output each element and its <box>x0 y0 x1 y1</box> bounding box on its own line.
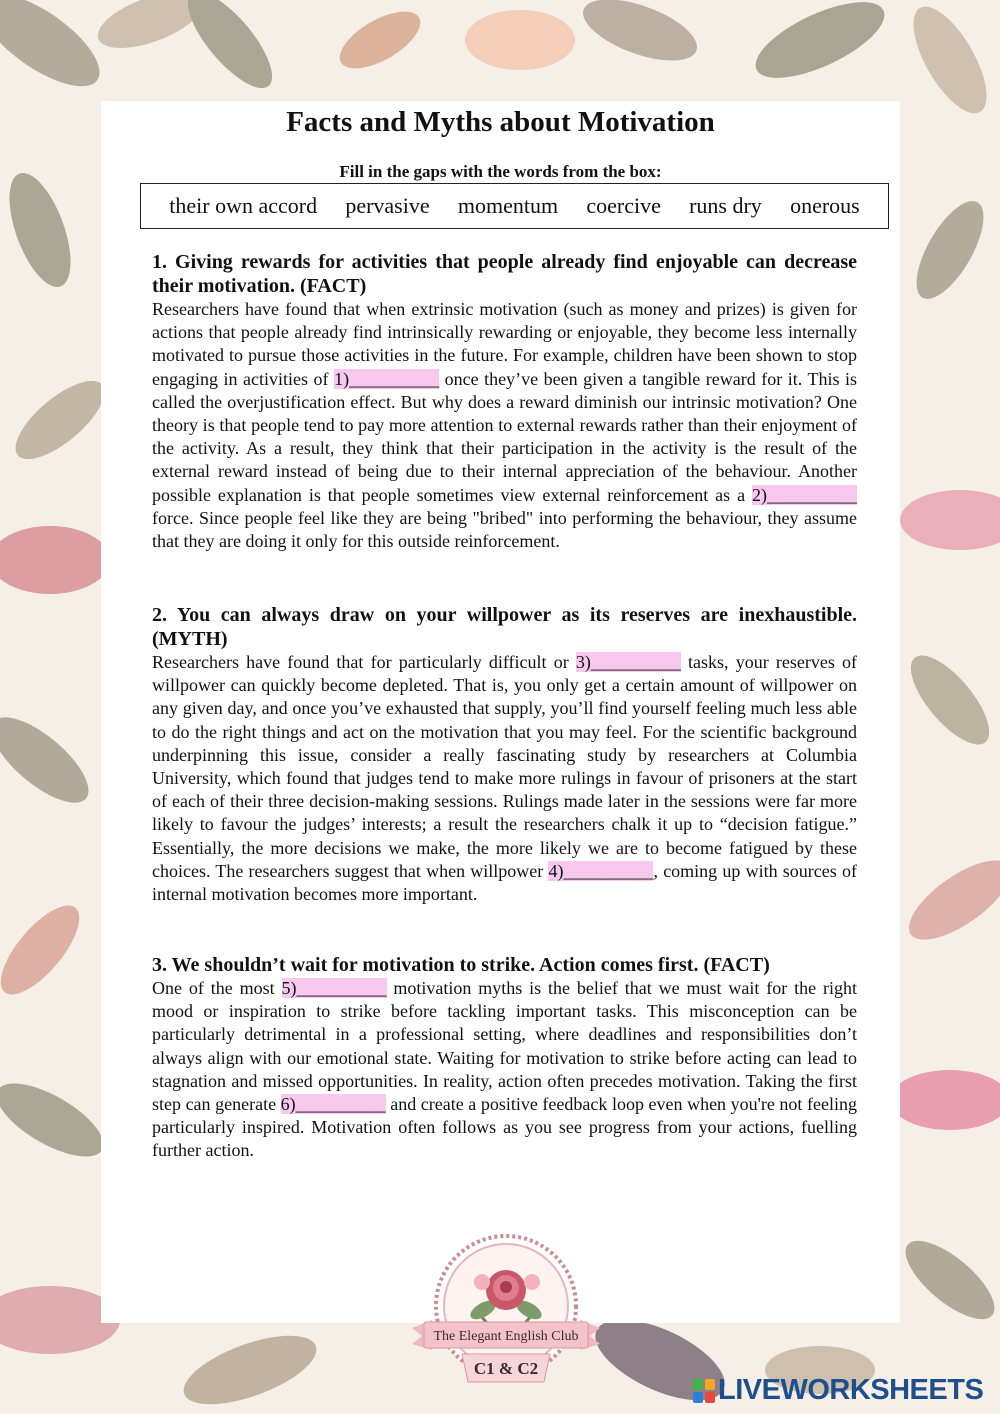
gap-1-input[interactable]: 1)__________ <box>334 368 440 389</box>
liveworksheets-brand[interactable] <box>692 1374 983 1407</box>
liveworksheets-logo-icon <box>692 1378 716 1404</box>
logo-line-2: C1 & C2 <box>473 1359 539 1378</box>
section-heading: 1. Giving rewards for activities that people already find enjoyable can decrease their motivation. (FACT) <box>152 251 857 297</box>
section-3 <box>152 953 857 1163</box>
gap-5-input[interactable]: 5)__________ <box>281 978 387 998</box>
section-body: One of the most 5)__________ motivation myths is the belief that we must wait for the right mood or inspiration to strike before tackling important tasks. This misconception can be particularly detrimental in a professional setting, where deadlines and responsibilities don’t always align with our emotional state. Waiting for motivation to strike before acting can lead to stagnation and missed opportunities. In reality, action often precedes motivation. Taking the first step can generate 6)__________ and create a positive feedback loop even when you're not feeling particularly inspired. Motivation often follows as you see progress from your actions, fuelling further action. <box>152 978 857 1161</box>
gap-3-input[interactable]: 3)__________ <box>575 652 681 672</box>
gap-2-input[interactable]: 2)__________ <box>752 484 857 505</box>
brand-text: LIVEWORKSHEETS <box>718 1374 984 1406</box>
word-box-item: their own accord <box>169 193 318 218</box>
word-box <box>140 183 889 229</box>
word-box-item: onerous <box>790 193 860 218</box>
instruction-text: Fill in the gaps with the words from the box: <box>339 162 662 181</box>
word-box-item: pervasive <box>345 193 430 218</box>
logo-line-1: The Elegant English Club <box>433 1329 579 1344</box>
club-logo <box>408 1232 604 1408</box>
section-body: Researchers have found that when extrinsic motivation (such as money and prizes) is given for actions that people already find intrinsically rewarding or enjoyable, they become less internally motivated to pursue those activities in the future. For example, children have been shown to stop engaging in activities of 1)__________ once they’ve been given a tangible reward for it. This is called the overjustification effect. But why does a reward diminish our intrinsic motivation? One theory is that people tend to pay more attention to external rewards rather than their enjoyment of the activity. As a result, they think that their participation in the activity is the result of the external reward instead of being due to their internal appreciation of the behaviour. Another possible explanation is that people sometimes view external reinforcement as a 2)__________ force. Since people feel like they are being "bribed" into performing the behaviour, they assume that they are doing it only for this outside reinforcement. <box>152 299 858 552</box>
gap-6-input[interactable]: 6)__________ <box>280 1094 386 1115</box>
word-box-item: coercive <box>586 193 661 218</box>
word-box-item: momentum <box>457 193 559 218</box>
section-heading: 2. You can always draw on your willpower as its reserves are inexhaustible. (MYTH) <box>152 604 857 650</box>
section-2 <box>152 603 857 906</box>
section-body: Researchers have found that for particularly difficult or 3)__________ tasks, your reserves of willpower can quickly become depleted. That is, you only get a certain amount of willpower on any given day, and once you’ve exhausted that supply, you’ll find yourself feeling much less able to do the right things and act on the motivation that you may feel. For the scientific background underpinning this issue, consider a really fascinating study by researchers at Columbia University, which found that judges tend to make more rulings in favour of prisoners at the start of each of their three decision-making sessions. Rulings made later in the sessions were far more likely to favour the judges’ interests; a result the researchers chalk it up to “decision fatigue.” Essentially, the more decisions we make, the more likely we are to become fatigued by these choices. The researchers suggest that when willpower 4)__________, coming up with sources of internal motivation becomes more important. <box>152 652 857 905</box>
section-1 <box>152 250 857 553</box>
page-title: Facts and Myths about Motivation <box>286 106 715 138</box>
word-box-item: runs dry <box>689 193 762 218</box>
gap-4-input[interactable]: 4)__________ <box>548 860 654 881</box>
section-heading: 3. We shouldn’t wait for motivation to strike. Action comes first. (FACT) <box>152 954 770 976</box>
